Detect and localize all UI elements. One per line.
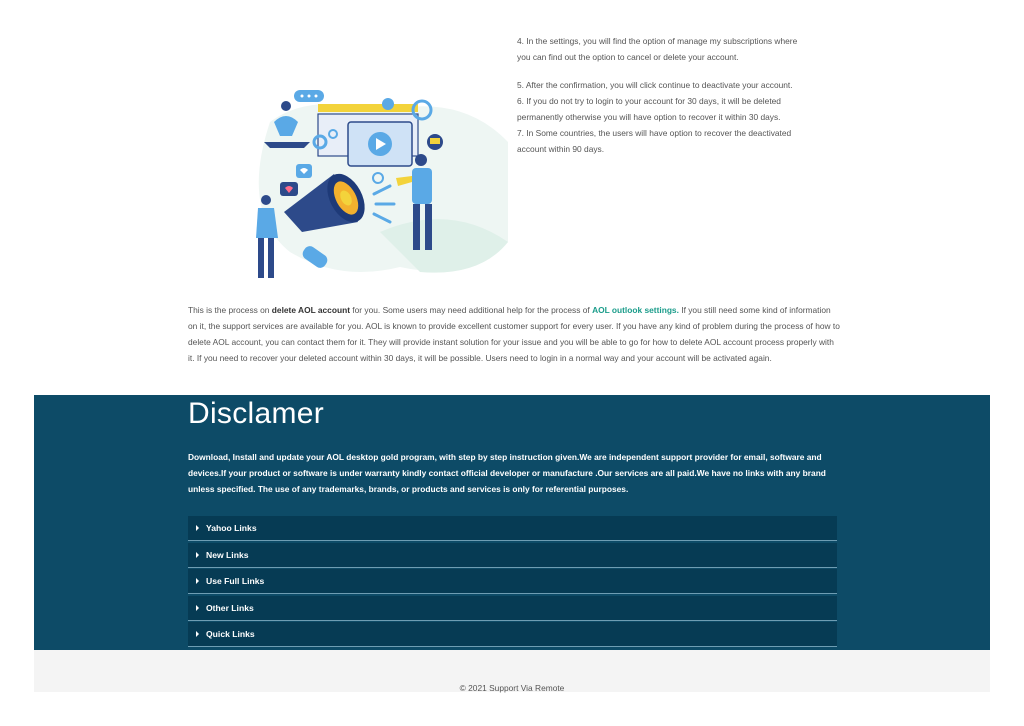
caret-right-icon (196, 578, 199, 584)
intro-paragraph (188, 302, 840, 366)
step-4-line-2: you can find out the option to cancel or delete your account. (517, 52, 739, 62)
step-4-line-1: 4. In the settings, you will find the option of manage my subscriptions where (517, 36, 798, 46)
intro-text-1: This is the process on (188, 305, 272, 315)
step-6-line-1: 6. If you do not try to login to your account for 30 days, it will be deleted (517, 96, 781, 106)
accordion-label: New Links (206, 549, 249, 560)
intro-text-2: for you. Some users may need additional help for the process of (349, 305, 593, 315)
intro-text-3: If you still need some kind of information on it, the support services are available for you. AOL is known to provide excellent customer support for every user. If you have any kind of problem during the process of how to delete AOL account, you can contact them for it. They will provide instant solution for your issue and you will be able to go for how to delete AOL account process properly with it. If you need to recover your deleted account within 30 days, it will be possible. Users need to login in a normal way and your account will be activated again. (188, 305, 840, 363)
copyright-text: © 2021 Support Via Remote (459, 683, 565, 693)
disclaimer-title: Disclamer (188, 397, 325, 430)
aol-outlook-settings-link[interactable]: AOL outlook settings. (592, 305, 679, 315)
intro-bold-text: delete AOL account (271, 305, 350, 315)
accordion-other-links[interactable] (188, 596, 837, 621)
accordion-label: Quick Links (206, 629, 255, 640)
caret-right-icon (196, 605, 199, 611)
links-accordion (188, 516, 837, 649)
steps-list (517, 33, 837, 157)
caret-right-icon (196, 631, 199, 637)
accordion-quick-links[interactable] (188, 622, 837, 647)
disclaimer-text: Download, Install and update your AOL desktop gold program, with step by step instruction given.We are independent support provider for email, software and devices.If your product or software is under warranty kindly contact official developer or manufacture .Our services are all paid.We have no links with any brand unless specified. The use of any trademarks, brands, or products and services is only for referential purposes. (188, 452, 826, 494)
accordion-label: Yahoo Links (206, 523, 257, 533)
accordion-use-full-links[interactable] (188, 569, 837, 594)
caret-right-icon (196, 525, 199, 531)
accordion-label: Other Links (206, 602, 254, 613)
disclaimer-section (34, 395, 990, 650)
caret-right-icon (196, 552, 199, 558)
footer (34, 650, 990, 692)
step-5: 5. After the confirmation, you will click continue to deactivate your account. (517, 80, 793, 90)
step-7-line-2: account within 90 days. (517, 144, 605, 154)
step-6-line-2: permanently otherwise you will have option to recover it within 30 days. (517, 112, 781, 122)
accordion-yahoo-links[interactable] (188, 516, 837, 541)
accordion-label: Use Full Links (206, 576, 265, 587)
accordion-new-links[interactable] (188, 543, 837, 568)
step-7-line-1: 7. In Some countries, the users will have option to recover the deactivated (517, 128, 792, 138)
marketing-illustration (230, 82, 510, 292)
